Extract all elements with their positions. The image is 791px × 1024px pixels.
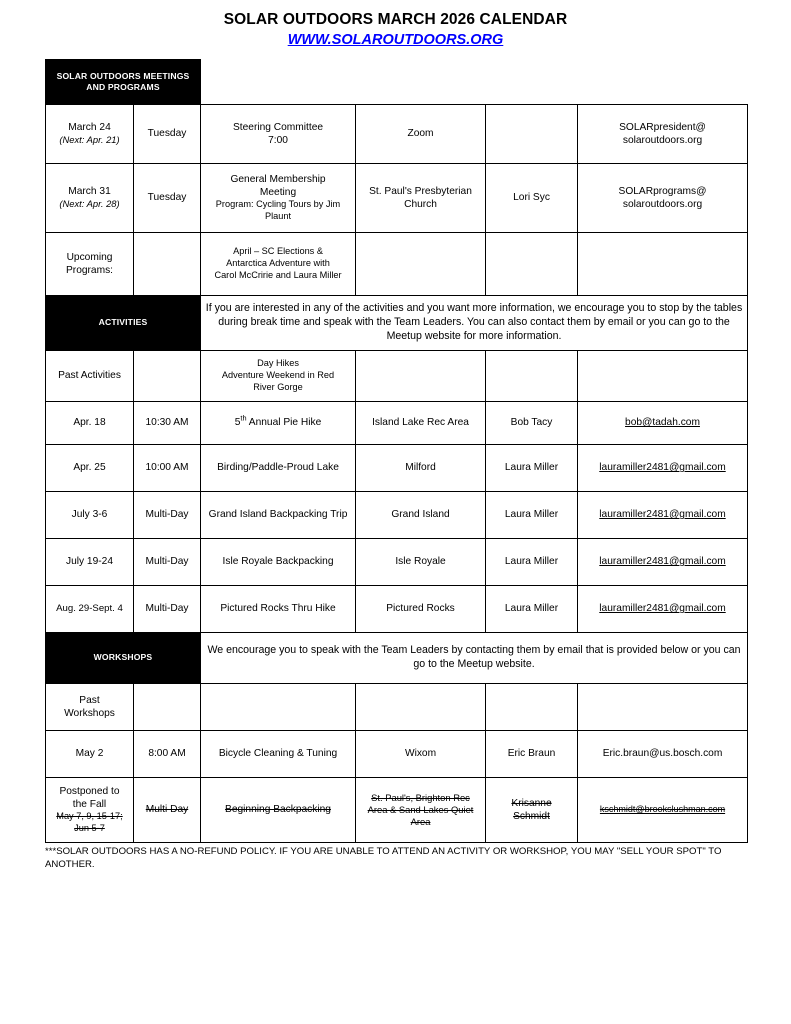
page-title: SOLAR OUTDOORS MARCH 2026 CALENDAR — [223, 11, 568, 28]
activity-email-5[interactable]: lauramiller2481@gmail.com — [599, 603, 726, 615]
past-activities-event-line3: River Gorge — [253, 381, 303, 392]
activity-leader-3: Laura Miller — [486, 491, 578, 538]
upcoming-leader — [486, 232, 578, 295]
activity-event-1-suffix: Annual Pie Hike — [246, 417, 322, 429]
activity-location-3: Grand Island — [356, 491, 486, 538]
title-block — [0, 0, 791, 50]
activity-event-5: Pictured Rocks Thru Hike — [201, 585, 356, 632]
header-blank-5 — [486, 59, 578, 104]
workshop-leader-1: Eric Braun — [486, 730, 578, 777]
meeting-event-2-line1: General Membership — [230, 173, 326, 185]
meeting-event-1-line2: 7:00 — [268, 134, 288, 146]
upcoming-event-line2: Antarctica Adventure with — [226, 257, 330, 268]
past-activities-event-line1: Day Hikes — [257, 357, 299, 368]
workshop-leader-2-line1: Krisanne — [511, 797, 552, 809]
meeting-location-1: Zoom — [356, 104, 486, 163]
past-activities-leader — [486, 350, 578, 401]
upcoming-label-text: Upcoming Programs: — [66, 251, 113, 276]
meeting-date-1-note: (Next: Apr. 21) — [59, 134, 120, 146]
workshop-leader-2-line2: Schmidt — [513, 810, 550, 822]
activity-leader-4: Laura Miller — [486, 538, 578, 585]
activities-header-cell: ACTIVITIES — [46, 295, 201, 350]
meeting-event-2 — [201, 163, 356, 232]
activity-time-5: Multi-Day — [134, 585, 201, 632]
workshop-date-2-line1: Postponed to — [59, 785, 120, 797]
activity-email-1[interactable]: bob@tadah.com — [625, 417, 700, 429]
workshops-header-cell: WORKSHOPS — [46, 632, 201, 683]
meeting-contact-2-line1: SOLARprograms@ — [618, 185, 707, 197]
past-workshops-line2: Workshops — [64, 707, 115, 719]
calendar-table — [45, 59, 748, 843]
activity-leader-1: Bob Tacy — [486, 401, 578, 444]
activity-time-3: Multi-Day — [134, 491, 201, 538]
workshop-date-2-struck: May 7, 9, 15-17; Jun 5-7 — [56, 810, 123, 833]
activity-email-3[interactable]: lauramiller2481@gmail.com — [599, 509, 726, 521]
header-blank-6 — [578, 59, 748, 104]
past-workshops-label — [46, 683, 134, 730]
activity-time-4: Multi-Day — [134, 538, 201, 585]
activity-location-5: Pictured Rocks — [356, 585, 486, 632]
past-workshops-event — [201, 683, 356, 730]
workshop-contact-2[interactable] — [578, 777, 748, 842]
meeting-date-2-main: March 31 — [68, 186, 111, 198]
activity-event-1-sup: th — [240, 413, 247, 423]
meeting-date-1 — [46, 104, 134, 163]
workshop-date-2 — [46, 777, 134, 842]
workshop-email-2[interactable]: kschmidt@brookslushman.com — [599, 804, 726, 815]
activity-date-4: July 19-24 — [46, 538, 134, 585]
table-row — [46, 777, 748, 842]
past-workshops-leader — [486, 683, 578, 730]
meetings-header-cell: SOLAR OUTDOORS MEETINGS AND PROGRAMS — [46, 59, 201, 104]
table-row — [46, 232, 748, 295]
workshop-location-2 — [356, 777, 486, 842]
meeting-contact-1 — [578, 104, 748, 163]
table-row — [46, 401, 748, 444]
meeting-leader-2: Lori Syc — [486, 163, 578, 232]
upcoming-label — [46, 232, 134, 295]
activity-date-2: Apr. 25 — [46, 444, 134, 491]
upcoming-contact — [578, 232, 748, 295]
activity-location-1: Island Lake Rec Area — [356, 401, 486, 444]
workshop-email-1[interactable]: Eric.braun@us.bosch.com — [602, 748, 723, 760]
activity-event-4: Isle Royale Backpacking — [201, 538, 356, 585]
past-workshops-contact — [578, 683, 748, 730]
past-workshops-location — [356, 683, 486, 730]
past-activities-label: Past Activities — [46, 350, 134, 401]
meeting-date-1-main: March 24 — [68, 122, 111, 134]
workshop-leader-2 — [486, 777, 578, 842]
upcoming-day — [134, 232, 201, 295]
refund-policy-note: ***SOLAR OUTDOORS HAS A NO-REFUND POLICY. IF YOU ARE UNABLE TO ATTEND AN ACTIVITY OR WORKSHOP, YOU MAY "SELL YOUR SPOT" TO ANOTHER. — [45, 845, 722, 870]
workshop-contact-1[interactable] — [578, 730, 748, 777]
table-row — [46, 350, 748, 401]
meeting-contact-2-line2: solaroutdoors.org — [622, 198, 703, 210]
activity-event-1 — [201, 401, 356, 444]
past-workshops-line1: Past — [79, 694, 100, 706]
activity-time-2: 10:00 AM — [134, 444, 201, 491]
activity-contact-1[interactable] — [578, 401, 748, 444]
past-activities-location — [356, 350, 486, 401]
activity-leader-5: Laura Miller — [486, 585, 578, 632]
activity-leader-2: Laura Miller — [486, 444, 578, 491]
workshop-location-2-line2: Area & Sand Lakes Quiet — [367, 803, 474, 815]
meeting-event-1-line1: Steering Committee — [233, 121, 324, 133]
workshop-location-1: Wixom — [356, 730, 486, 777]
header-blank-4 — [356, 59, 486, 104]
meeting-contact-1-line2: solaroutdoors.org — [622, 134, 703, 146]
meeting-day-2: Tuesday — [134, 163, 201, 232]
past-workshops-time — [134, 683, 201, 730]
upcoming-location — [356, 232, 486, 295]
meeting-day-1: Tuesday — [134, 104, 201, 163]
workshop-location-2-line3: Area — [410, 815, 431, 827]
activity-location-4: Isle Royale — [356, 538, 486, 585]
meeting-contact-1-line1: SOLARpresident@ — [619, 121, 706, 133]
workshops-note: We encourage you to speak with the Team Leaders by contacting them by email that is provided below or you can go to the Meetup website. — [201, 632, 748, 683]
activity-contact-4[interactable] — [578, 538, 748, 585]
workshop-time-1: 8:00 AM — [134, 730, 201, 777]
table-row — [46, 585, 748, 632]
activity-location-2: Milford — [356, 444, 486, 491]
meeting-contact-2 — [578, 163, 748, 232]
meeting-date-2-note: (Next: Apr. 28) — [59, 198, 120, 210]
table-row — [46, 683, 748, 730]
workshop-date-1: May 2 — [46, 730, 134, 777]
table-row-activities-header — [46, 295, 748, 350]
upcoming-event-line3: Carol McCririe and Laura Miller — [214, 269, 342, 280]
activity-date-3: July 3-6 — [46, 491, 134, 538]
meeting-event-2-line3: Program: Cycling Tours by Jim Plaunt — [215, 198, 341, 221]
workshop-time-2: Multi Day — [134, 777, 201, 842]
activity-contact-3[interactable] — [578, 491, 748, 538]
workshop-event-1: Bicycle Cleaning & Tuning — [201, 730, 356, 777]
table-row — [46, 444, 748, 491]
table-row — [46, 491, 748, 538]
past-activities-event — [201, 350, 356, 401]
header-blank-3 — [201, 59, 356, 104]
table-row — [46, 730, 748, 777]
activity-email-4[interactable]: lauramiller2481@gmail.com — [599, 556, 726, 568]
workshop-event-2: Beginning Backpacking — [201, 777, 356, 842]
activity-date-5: Aug. 29-Sept. 4 — [46, 585, 134, 632]
table-row — [46, 538, 748, 585]
activity-contact-5[interactable] — [578, 585, 748, 632]
activity-date-1: Apr. 18 — [46, 401, 134, 444]
activity-time-1: 10:30 AM — [134, 401, 201, 444]
activity-contact-2[interactable] — [578, 444, 748, 491]
past-activities-contact — [578, 350, 748, 401]
activity-email-2[interactable]: lauramiller2481@gmail.com — [599, 462, 726, 474]
table-row-workshops-header — [46, 632, 748, 683]
activities-note: If you are interested in any of the activities and you want more information, we encourage you to stop by the tables during break time and speak with the Team Leaders. You can also contact them by email or you can go to the Meetup website for more information. — [201, 295, 748, 350]
past-activities-event-line2: Adventure Weekend in Red — [221, 369, 335, 380]
table-row — [46, 104, 748, 163]
workshop-date-2-line2: the Fall — [72, 798, 107, 810]
table-row — [46, 163, 748, 232]
website-link[interactable]: WWW.SOLAROUTDOORS.ORG — [287, 32, 504, 49]
calendar-table-wrap — [45, 59, 747, 843]
activity-event-3: Grand Island Backpacking Trip — [201, 491, 356, 538]
past-activities-time — [134, 350, 201, 401]
meeting-leader-1 — [486, 104, 578, 163]
upcoming-event-line1: April – SC Elections & — [233, 245, 323, 256]
activity-event-1-prefix: 5 — [234, 417, 241, 429]
meeting-date-2 — [46, 163, 134, 232]
meeting-event-1 — [201, 104, 356, 163]
table-row-meetings-header — [46, 59, 748, 104]
meeting-location-2: St. Paul's Presbyterian Church — [356, 163, 486, 232]
workshop-location-2-line1: St. Paul's, Brighton Rec — [371, 791, 470, 803]
activity-event-2: Birding/Paddle-Proud Lake — [201, 444, 356, 491]
upcoming-event — [201, 232, 356, 295]
meeting-event-2-line2: Meeting — [259, 186, 297, 198]
